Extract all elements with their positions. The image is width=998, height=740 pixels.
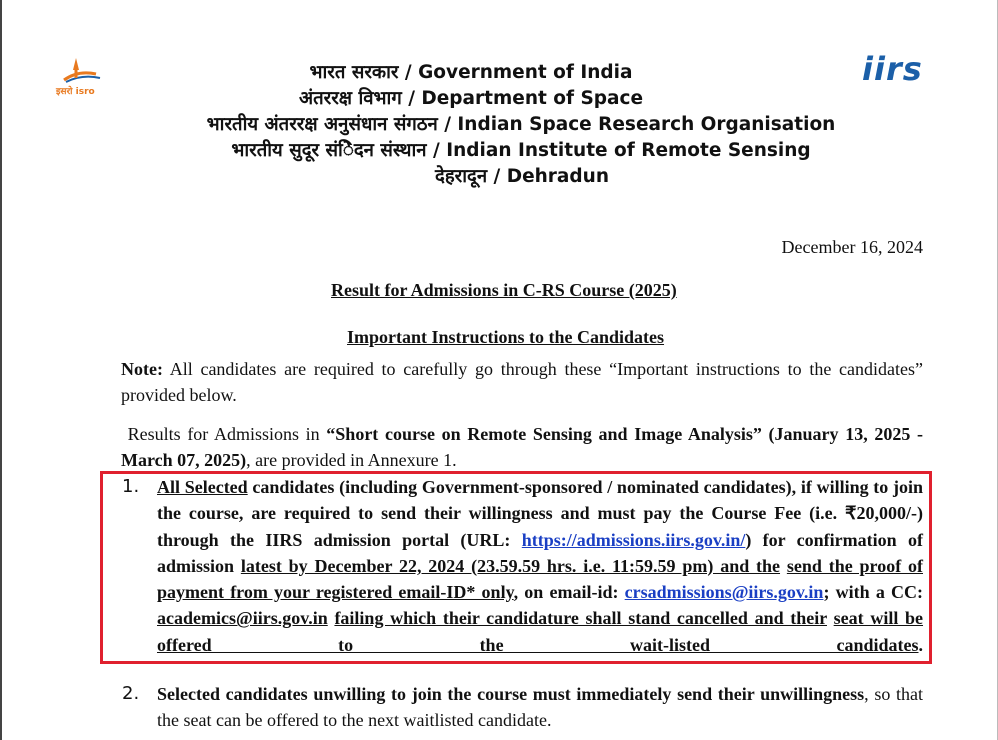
- deadline-text: latest by December 22, 2024 (23.59.59 hrs. i.e. 11:59.59 pm) and the: [240, 555, 781, 576]
- failing-clause-text: failing which their candidature shall stand cancelled and their: [334, 608, 827, 629]
- item-1-text-b: ) for confirmation of admission: [157, 529, 924, 576]
- results-paragraph: [121, 421, 923, 473]
- item-2-bold-text: Selected candidates unwilling to join the course must immediately send their unwillingness: [157, 684, 865, 704]
- academics-email-text: academics@iirs.gov.in: [157, 608, 328, 629]
- results-course-name: “Short course on Remote Sensing and Image Analysis” (January 13, 2025 - March 07, 2025): [121, 424, 924, 470]
- item-1-text-d: , on email-id:: [513, 582, 625, 603]
- crsadmissions-email-link[interactable]: crsadmissions@iirs.gov.in: [624, 582, 824, 603]
- item-1-text-e: ; with a CC:: [823, 582, 924, 603]
- document-subtitle: Important Instructions to the Candidates: [347, 327, 665, 347]
- note-text: All candidates are required to carefully go through these “Important instructions to the candidates” provided below.: [121, 359, 923, 405]
- admission-portal-link[interactable]: https://admissions.iirs.gov.in/: [521, 529, 746, 550]
- header-line-department: अंतररक्ष विभाग / Department of Space: [298, 88, 644, 109]
- item-1-text-c: [780, 556, 787, 576]
- all-selected-text: All Selected: [157, 477, 248, 497]
- header-line-government: भारत सरकार / Government of India: [309, 62, 633, 83]
- page-left-border: [0, 0, 2, 740]
- header-line-city: देहरादून / Dehradun: [435, 166, 609, 187]
- instruction-item-2: [157, 681, 923, 733]
- instruction-item-1: [157, 474, 923, 658]
- note-label: Note:: [121, 359, 163, 379]
- results-post: , are provided in Annexure 1.: [246, 450, 457, 470]
- isro-logo-text: इसरो isro: [56, 87, 95, 97]
- item-1-text-h: .: [918, 634, 923, 655]
- document-title: Result for Admissions in C-RS Course (2025): [331, 280, 677, 300]
- header-line-isro: भारतीय अंतररक्ष अनुसंधान संगठन / Indian Space Research Organisation: [206, 114, 836, 135]
- item-1-text-a: candidates (including Government-sponsored / nominated candidates), if willing to join the course, are required to send their willingness and must pay the Course Fee (i.e. ₹20,000/-) through the IIRS admission portal (URL:: [157, 477, 923, 550]
- item-1-text-g: [827, 608, 834, 628]
- header-line-iirs: भारतीय सुदूर संिेदन संस्थान / Indian Institute of Remote Sensing: [231, 140, 811, 161]
- proof-of-payment-text: send the proof of payment from your registered email-ID* only: [157, 555, 923, 603]
- wait-listed-seat-text: seat will be offered to the wait-listed candidates: [157, 608, 924, 655]
- iirs-logo: iirs: [862, 50, 923, 88]
- document-date: December 16, 2024: [781, 237, 923, 257]
- item-1-number: 1.: [122, 476, 140, 497]
- note-paragraph: [121, 356, 923, 408]
- item-2-rest-text: , so that the seat can be offered to the next waitlisted candidate.: [157, 684, 923, 730]
- item-2-number: 2.: [122, 683, 140, 704]
- results-pre: Results for Admissions in: [127, 424, 327, 444]
